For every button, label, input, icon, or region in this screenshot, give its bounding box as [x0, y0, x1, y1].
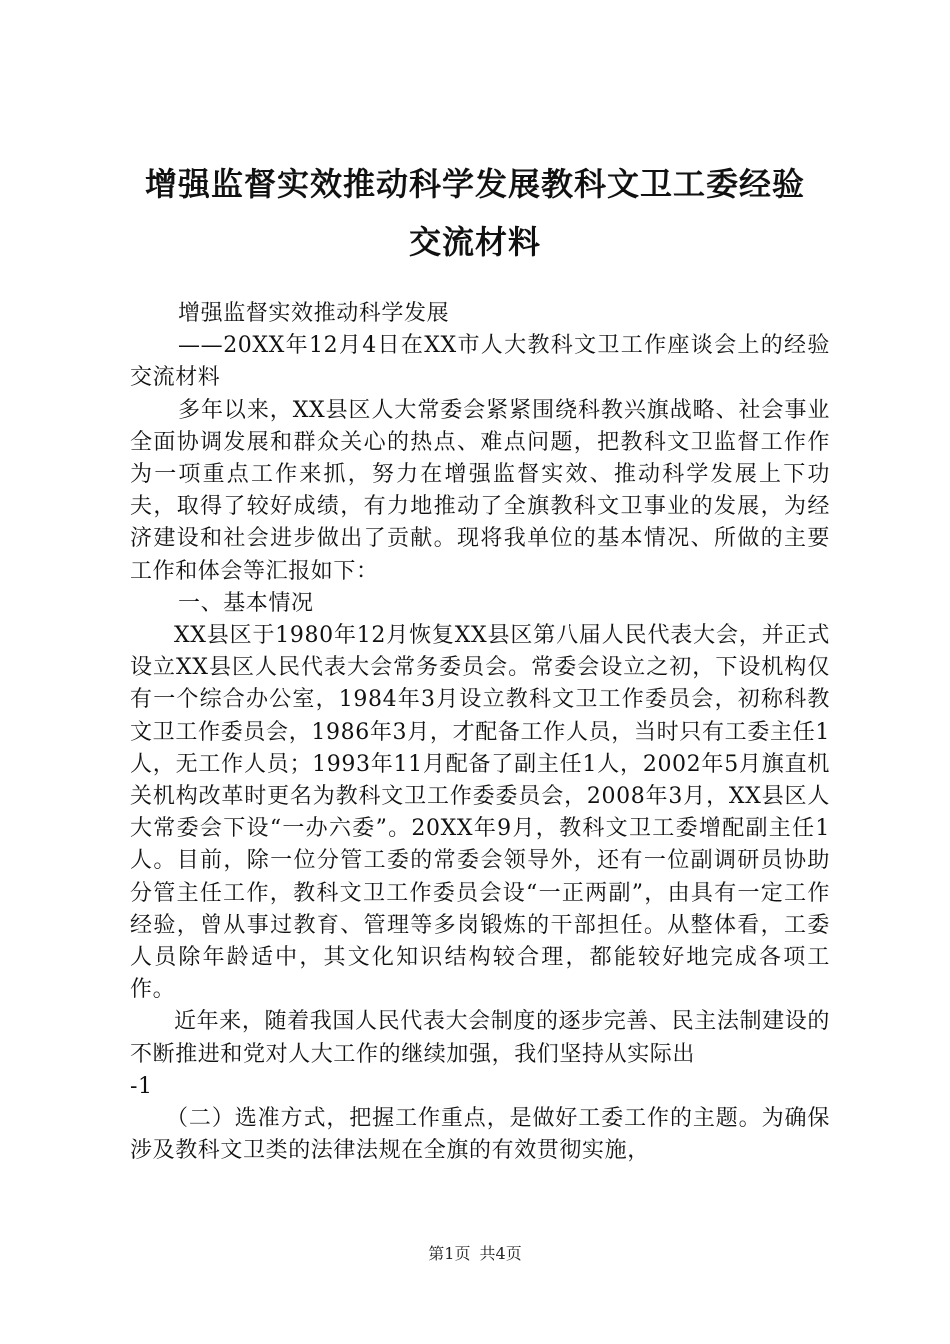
document-title-line-2: 交流材料	[408, 223, 541, 261]
subtitle-paragraph: 增强监督实效推动科学发展	[178, 301, 450, 326]
intro-paragraph: 多年以来，XX县区人大常委会紧紧围绕科教兴旗战略、社会事业全面协调发展和群众关心的热点、难点问题，把教科文卫监督工作作为一项重点工作来抓，努力在增强监督实效、推动科学发展上下功夫，取得了较好成绩，有力地推动了全旗教科文卫事业的发展，为经济建设和社会进步做出了贡献。现将我单位的基本情况、所做的主要工作和体会等汇报如下：	[130, 397, 830, 584]
page-footer: 第1页 共4页	[428, 1244, 522, 1263]
basic-situation-paragraph: XX县区于1980年12月恢复XX县区第八届人民代表大会，并正式设立XX县区人民代表大会常务委员会。常委会设立之初，下设机构仅有一个综合办公室，1984年3月设立教科文卫工作委员会，初称科教文卫工作委员会，1986年3月，才配备工作人员，当时只有工委主任1人，无工作人员；1993年11月配备了副主任1人，2002年5月旗直机关机构改革时更名为教科文卫工作委委员会，2008年3月，XX县区人大常委会下设“一办六委”。20XX年9月，教科文卫工委增配副主任1人。目前，除一位分管工委的常委会领导外，还有一位副调研员协助分管主任工作，教科文卫工作委员会设“一正两副”，由具有一定工作经验，曾从事过教育、管理等多岗锻炼的干部担任。从整体看，工委人员除年龄适中，其文化知识结构较合理，都能较好地完成各项工作。	[130, 623, 830, 1003]
document-title-line-1: 增强监督实效推动科学发展教科文卫工委经验	[144, 165, 805, 203]
inline-page-marker: -1	[130, 1073, 153, 1099]
section-heading-basic-situation: 一、基本情况	[178, 590, 314, 616]
document-body	[130, 298, 830, 1167]
section-two-paragraph: （二）选准方式，把握工作重点，是做好工委工作的主题。为确保涉及教科文卫类的法律法规在全旗的有效贯彻实施，	[130, 1106, 830, 1164]
recent-years-paragraph: 近年来，随着我国人民代表大会制度的逐步完善、民主法制建设的不断推进和党对人大工作的继续加强，我们坚持从实际出	[130, 1009, 830, 1067]
subtitle-occasion-paragraph: ——20XX年12月4日在XX市人大教科文卫工作座谈会上的经验交流材料	[130, 333, 830, 391]
